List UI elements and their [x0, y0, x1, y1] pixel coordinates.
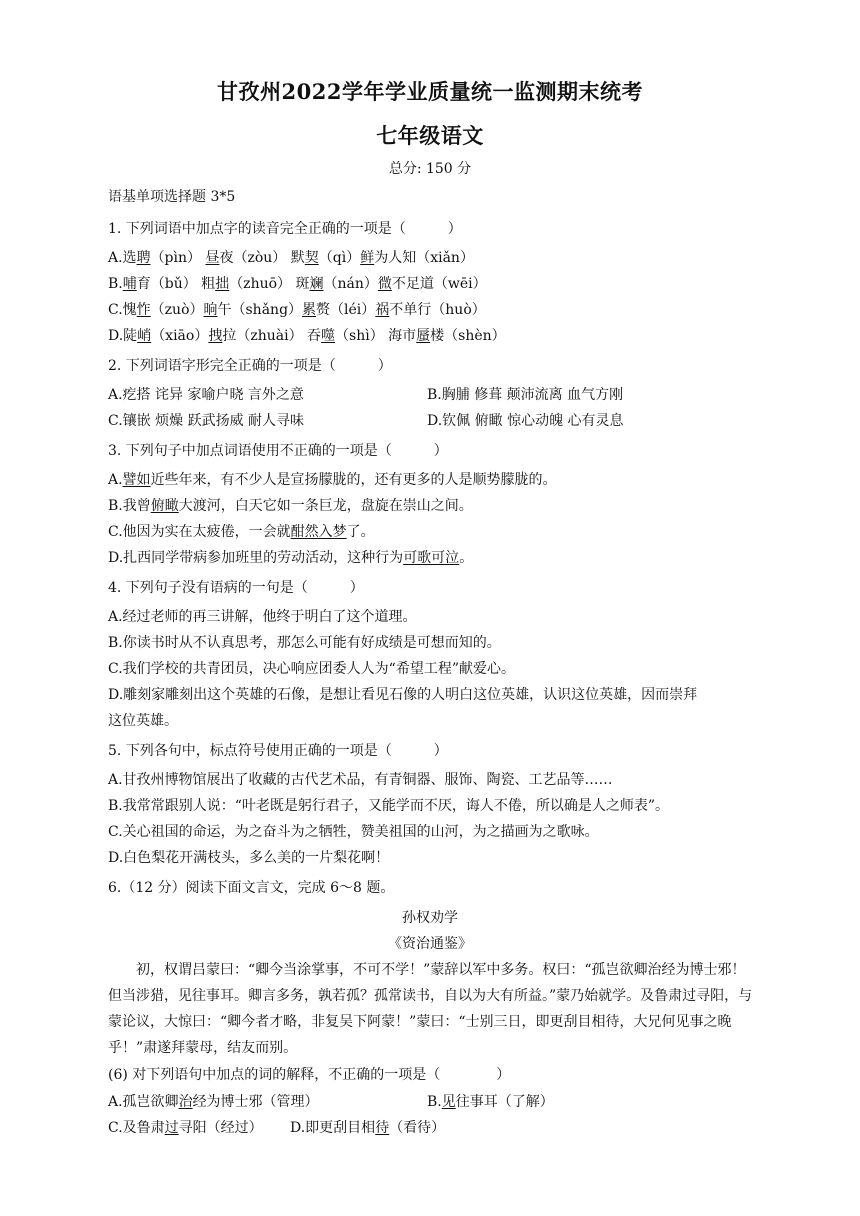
q1-option-c: C.愧怍（zuò）晌午（shǎng）累赘（léi）祸不单行（huò） — [108, 302, 486, 318]
q1-option-a: A.选聘（pìn） 昼夜（zòu） 默契（qì）鲜为人知（xiǎn） — [108, 250, 474, 266]
q4-option-d-cont: 这位英雄。 — [108, 713, 178, 729]
total-score: 总分: 150 分 — [388, 161, 472, 177]
q4-stem: 4. 下列句子没有语病的一句是（ ） — [108, 580, 364, 596]
q3-option-d: D.扎西同学带病参加班里的劳动活动，这种行为可歌可泣。 — [108, 550, 474, 566]
q3-option-a: A.譬如近些年来，有不少人是宣扬朦胧的，还有更多的人是顺势朦胧的。 — [108, 472, 557, 488]
q6-option-b: B.见往事耳（了解） — [427, 1094, 554, 1110]
q2-option-c: C.镶嵌 烦燥 跃武扬威 耐人寻味 — [108, 413, 305, 429]
q2-stem: 2. 下列词语字形完全正确的一项是（ ） — [108, 358, 392, 374]
q5-option-d: D.白色梨花开满枝头，多么美的一片梨花啊！ — [108, 850, 390, 866]
q4-option-d: D.雕刻家雕刻出这个英雄的石像，是想让看见石像的人明白这位英雄，认识这位英雄，因而崇拜 — [108, 687, 698, 703]
article-passage: 初，权谓吕蒙曰：“卿今当涂掌事，不可不学！”蒙辞以军中多务。权曰：“孤岂欲卿治经为博士邪！但当涉猎，见往事耳。卿言多务，孰若孤？孤常读书，自以为大有所益。”蒙乃始就学。及鲁肃过寻阳，与蒙论议，大惊曰：“卿今者才略，非复吴下阿蒙！”蒙曰：“士别三日，即更刮目相待，大兄何见事之晚乎！”肃遂拜蒙母，结友而别。 — [108, 962, 753, 1056]
section-heading: 语基单项选择题 3*5 — [108, 189, 236, 205]
q1-option-b: B.哺育（bǔ） 粗拙（zhuō） 斑斓（nán）微不足道（wēi） — [108, 276, 487, 292]
q3-stem: 3. 下列句子中加点词语使用不正确的一项是（ ） — [108, 443, 448, 459]
q5-option-b: B.我常常跟别人说：“叶老既是躬行君子，又能学而不厌，诲人不倦，所以确是人之师表”。 — [108, 798, 670, 814]
exam-subtitle: 七年级语文 — [376, 123, 484, 148]
exam-title: 甘孜州2022学年学业质量统一监测期末统考 — [217, 79, 643, 104]
q4-option-a: A.经过老师的再三讲解，他终于明白了这个道理。 — [108, 609, 417, 625]
q3-option-c: C.他因为实在太疲倦，一会就酣然入梦了。 — [108, 524, 375, 540]
q4-option-b: B.你读书时从不认真思考，那怎么可能有好成绩是可想而知的。 — [108, 635, 501, 651]
q3-option-b: B.我曾俯瞰大渡河，白天它如一条巨龙，盘旋在崇山之间。 — [108, 498, 473, 514]
q4-option-c: C.我们学校的共青团员，决心响应团委人人为“希望工程”献爱心。 — [108, 661, 515, 677]
article-source: 《资治通鉴》 — [388, 936, 472, 952]
q6-option-c: C.及鲁肃过寻阳（经过） — [108, 1120, 263, 1136]
q1-option-d: D.陡峭（xiāo）拽拉（zhuài） 吞噬（shì） 海市蜃楼（shèn） — [108, 328, 506, 344]
q2-option-d: D.钦佩 俯瞰 惊心动魄 心有灵息 — [427, 413, 624, 429]
q5-option-c: C.关心祖国的命运，为之奋斗为之牺牲，赞美祖国的山河，为之描画为之歌咏。 — [108, 824, 599, 840]
q6-option-a: A.孤岂欲卿治经为博士邪（管理） — [108, 1094, 319, 1110]
q6-option-d: D.即更刮目相待（看待） — [290, 1120, 446, 1136]
q2-option-a: A.疙搭 诧异 家喻户晓 言外之意 — [108, 387, 304, 403]
q6-stem: 6.（12 分）阅读下面文言文，完成 6～8 题。 — [108, 880, 395, 896]
q5-option-a: A.甘孜州博物馆展出了收藏的古代艺术品，有青铜器、服饰、陶瓷、工艺品等…… — [108, 772, 613, 788]
q2-option-b: B.胸脯 修葺 颠沛流离 血气方刚 — [427, 387, 624, 403]
q5-stem: 5. 下列各句中，标点符号使用正确的一项是（ ） — [108, 743, 448, 759]
q1-stem: 1. 下列词语中加点字的读音完全正确的一项是（ ） — [108, 221, 462, 237]
q6-sub-stem: (6) 对下列语句中加点的词的解释，不正确的一项是（ ） — [108, 1067, 511, 1083]
article-title: 孙权劝学 — [402, 910, 458, 926]
